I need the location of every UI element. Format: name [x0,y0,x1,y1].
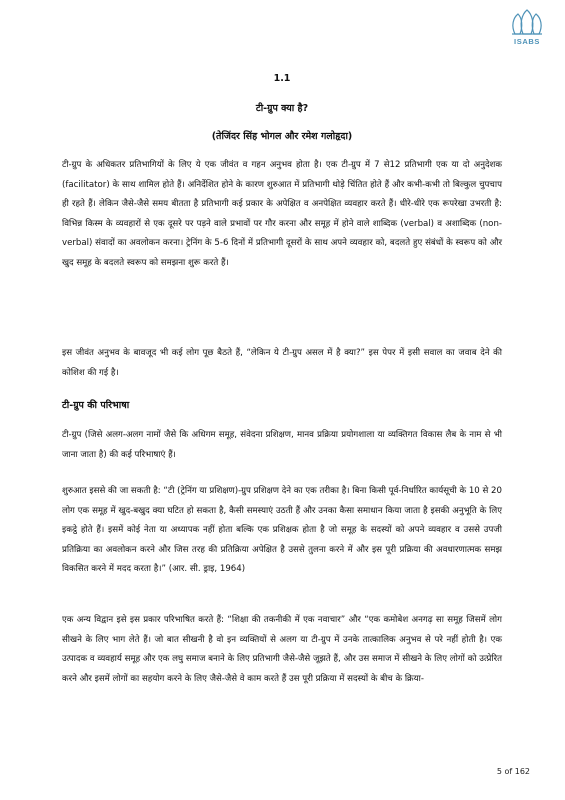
paragraph-quote-dry: शुरुआत इससे की जा सकती है: “टी (ट्रेनिंग या प्रशिक्षण)-ग्रुप प्रशिक्षण देने का एक तरीका है। बिना किसी पूर्व-निर्धारित कार्यसूची के 10 से 20 लोग एक समूह में खुद-बखुद क्या घटित हो सकता है, कैसी समस्याएं उठती हैं और उनका कैसा समाधान किया जाता है इसकी अनुभूति के लिए इकट्ठे होते हैं। इसमें कोई नेता या अध्यापक नहीं होता बल्कि एक प्रशिक्षक होता है जो समूह के सदस्यों को अपने व्यवहार व उससे उपजी प्रतिक्रिया का अवलोकन करने और जिस तरह की प्रतिक्रिया अपेक्षित है उससे तुलना करने में और इस पूरी प्रक्रिया की अवधारणात्मक समझ विकसित करने में मदद करता है।” (आर. सी. ड्राइ, 1964) [62,486,502,575]
document-authors: (तेजिंदर सिंह भोगल और रमेश गलोहृदा) [211,131,353,142]
paragraph-another-scholar: एक अन्य विद्वान इसे इस प्रकार परिभाषित करते हैं: “शिक्षा की तकनीकी में एक नवाचार” और “एक कमोबेश अनगढ़ सा समूह जिसमें लोग सीखने के लिए भाग लेते हैं। जो बात सीखनी है वो इन व्यक्तियों से अलग या टी-ग्रुप में उनके तात्कालिक अनुभव से परे नहीं होती है। एक उत्पादक व व्यवहार्य समूह और एक लघु समाज बनाने के लिए प्रतिभागी जैसे-जैसे जूझते हैं, और उस समाज में सीखने के लिए लोगों को उत्प्रेरित करने और इसमें लोगों का सहयोग करने के लिए जैसे-जैसे वे काम करते हैं उस पूरी प्रक्रिया में सदस्यों के बीच के क्रिया- [62,615,502,684]
page-number: 5 of 162 [496,767,530,776]
section-number: 1.1 [273,73,291,84]
isabs-logo [507,8,547,46]
document-title: टी-ग्रुप क्या है? [255,103,309,114]
paragraph-intro: टी-ग्रुप के अधिकतर प्रतिभागियों के लिए ये एक जीवंत व गहन अनुभव होता है। एक टी-ग्रुप में 7 से12 प्रतिभागी एक या दो अनुदेशक (facilitator) के साथ शामिल होते हैं। अनिर्देशित होने के कारण शुरुआत में प्रतिभागी थोड़े चिंतित होते हैं और कभी-कभी तो बिल्कुल चुपचाप ही रहते हैं। लेकिन जैसे-जैसे समय बीतता है प्रतिभागी कई प्रकार के अपेक्षित व अनपेक्षित व्यवहार करते हैं। धीरे-धीरे एक रूपरेखा उभरती है: विभिन्न किस्म के व्यवहारों से एक दूसरे पर पड़ने वाले प्रभावों पर गौर करना और समूह में होने वाले शाब्दिक (verbal) व अशाब्दिक (non-verbal) संवादों का अवलोकन करना। ट्रेनिंग के 5-6 दिनों में प्रतिभागी दूसरों के साथ अपने व्यवहार को, बदलते हुए संबंधों के स्वरूप को और खुद समूह के बदलते स्वरूप को समझना शुरू करते हैं। [62,160,502,268]
paragraph-question: इस जीवंत अनुभव के बावजूद भी कई लोग पूछ बैठते हैं, “लेकिन ये टी-ग्रुप असल में है क्या?” इस पेपर में इसी सवाल का जवाब देने की कोशिश की गई है। [62,348,502,378]
section-heading: टी-ग्रुप की परिभाषा [62,400,130,411]
logo-text: ISABS [514,37,540,46]
paragraph-definitions: टी-ग्रुप (जिसे अलग-अलग नामों जैसे कि अधिगम समूह, संवेदना प्रशिक्षण, मानव प्रक्रिया प्रयोगशाला या व्यक्तिगत विकास लैब के नाम से भी जाना जाता है) की कई परिभाषाएं हैं। [62,430,502,460]
isabs-logo-icon [510,8,544,36]
